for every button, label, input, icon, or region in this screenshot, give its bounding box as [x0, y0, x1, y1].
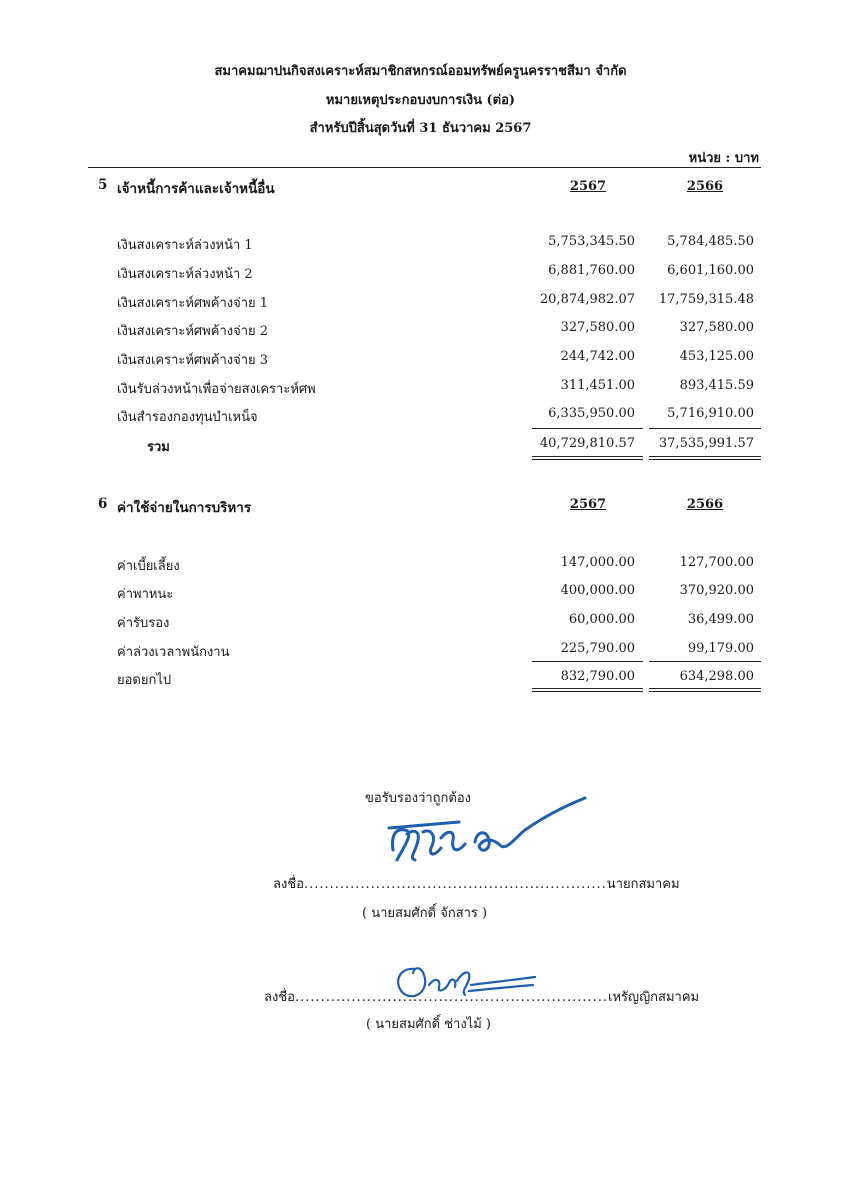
- org-title: สมาคมฌาปนกิจสงเคราะห์สมาชิกสหกรณ์ออมทรัพย์ครูนครราชสีมา จำกัด: [214, 64, 627, 79]
- row-value-2566: 6,601,160.00: [667, 263, 754, 278]
- row-value-2567: 20,874,982.07: [539, 292, 635, 307]
- period-title: สำหรับปีสิ้นสุดวันที่ 31 ธันวาคม 2567: [309, 121, 532, 136]
- row-label: ค่าล่วงเวลาพนักงาน: [117, 645, 230, 660]
- row-value-2567: 6,881,760.00: [548, 263, 635, 278]
- section5-total-2566: 37,535,991.57: [658, 436, 754, 451]
- row-value-2566: 127,700.00: [679, 555, 754, 570]
- section5-total-2567: 40,729,810.57: [539, 436, 635, 451]
- section6-col-2566: 2566: [686, 497, 724, 512]
- signature-1-image: [385, 788, 595, 868]
- section6-total-2566: 634,298.00: [679, 669, 754, 684]
- row-value-2566: 370,920.00: [679, 583, 754, 598]
- signature-1-line: ลงชื่อ...........................................................นายกสมาคม: [273, 877, 680, 892]
- section5-col-2566: 2566: [686, 179, 724, 194]
- header-rule: [88, 167, 761, 168]
- signature-2-name: ( นายสมศักดิ์ ช่างไม้ ): [366, 1017, 491, 1032]
- section6-total-2567: 832,790.00: [560, 669, 635, 684]
- row-value-2566: 17,759,315.48: [658, 292, 754, 307]
- section5-title: เจ้าหนี้การค้าและเจ้าหนี้อื่น: [117, 181, 275, 197]
- row-value-2567: 311,451.00: [560, 378, 635, 393]
- document-title: หมายเหตุประกอบงบการเงิน (ต่อ): [325, 93, 516, 108]
- total-double-rule-2567: [532, 456, 643, 460]
- unit-label: หน่วย : บาท: [688, 151, 759, 166]
- subtotal-rule-2566: [649, 661, 761, 662]
- row-value-2567: 6,335,950.00: [548, 406, 635, 421]
- row-label: ค่าเบี้ยเลี้ยง: [117, 559, 180, 574]
- row-label: เงินสงเคราะห์ล่วงหน้า 2: [117, 267, 253, 282]
- section5-col-2567: 2567: [569, 179, 607, 194]
- section5-total-label: รวม: [147, 440, 170, 455]
- section6-number: 6: [98, 496, 108, 512]
- row-value-2567: 244,742.00: [560, 349, 635, 364]
- row-label: เงินสงเคราะห์ศพค้างจ่าย 2: [117, 324, 269, 339]
- subtotal-rule-2567: [532, 428, 643, 429]
- row-label: เงินสงเคราะห์ล่วงหน้า 1: [117, 238, 253, 253]
- row-label: เงินสงเคราะห์ศพค้างจ่าย 1: [117, 296, 269, 311]
- row-label: เงินรับล่วงหน้าเพื่อจ่ายสงเคราะห์ศพ: [117, 382, 316, 397]
- row-label: ค่ารับรอง: [117, 616, 170, 631]
- subtotal-rule-2567: [532, 661, 643, 662]
- row-value-2566: 5,716,910.00: [667, 406, 754, 421]
- certify-text: ขอรับรองว่าถูกต้อง: [365, 791, 472, 806]
- section6-col-2567: 2567: [569, 497, 607, 512]
- row-label: เงินสำรองกองทุนบำเหน็จ: [117, 410, 258, 425]
- section6-total-label: ยอดยกไป: [117, 673, 172, 688]
- signature-1-name: ( นายสมศักดิ์ จักสาร ): [362, 906, 488, 921]
- row-value-2567: 5,753,345.50: [548, 234, 635, 249]
- total-double-rule-2566: [649, 688, 761, 692]
- total-double-rule-2566: [649, 456, 761, 460]
- row-value-2566: 36,499.00: [687, 612, 754, 627]
- section6-title: ค่าใช้จ่ายในการบริหาร: [117, 500, 252, 516]
- row-value-2567: 147,000.00: [560, 555, 635, 570]
- row-value-2567: 60,000.00: [568, 612, 635, 627]
- row-label: เงินสงเคราะห์ศพค้างจ่าย 3: [117, 353, 269, 368]
- row-value-2567: 400,000.00: [560, 583, 635, 598]
- section5-number: 5: [98, 177, 108, 193]
- row-value-2566: 893,415.59: [679, 378, 754, 393]
- row-value-2566: 327,580.00: [679, 320, 754, 335]
- total-double-rule-2567: [532, 688, 643, 692]
- row-value-2567: 327,580.00: [560, 320, 635, 335]
- row-value-2567: 225,790.00: [560, 641, 635, 656]
- row-value-2566: 5,784,485.50: [667, 234, 754, 249]
- signature-2-line: ลงชื่อ.............................................................เหรัญญิกสมาคม: [264, 990, 700, 1005]
- subtotal-rule-2566: [649, 428, 761, 429]
- row-label: ค่าพาหนะ: [117, 587, 174, 602]
- row-value-2566: 453,125.00: [679, 349, 754, 364]
- row-value-2566: 99,179.00: [687, 641, 754, 656]
